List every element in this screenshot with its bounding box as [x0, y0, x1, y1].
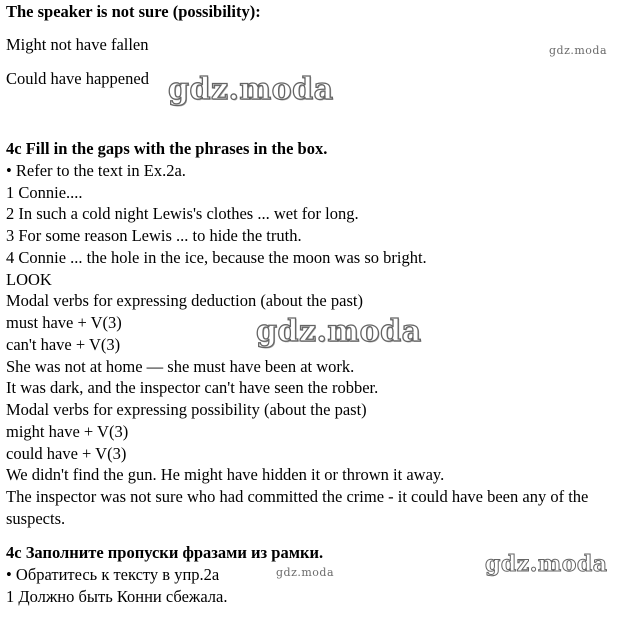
exercise-instruction: • Refer to the text in Ex.2a. — [6, 161, 186, 180]
exercise-ru-item: 1 Должно быть Конни сбежала. — [6, 587, 228, 606]
section-heading-possibility: The speaker is not sure (possibility): — [6, 2, 261, 21]
watermark-logo: gdz.moda — [256, 314, 422, 349]
possibility-example: The inspector was not sure who had committed the crime - it could have been any of the suspects. — [6, 487, 589, 528]
watermark-logo: gdz.moda — [485, 551, 608, 577]
deduction-example: She was not at home — she must have been at work. — [6, 357, 355, 376]
deduction-heading: Modal verbs for expressing deduction (about the past) — [6, 291, 363, 310]
exercise-item: 3 For some reason Lewis ... to hide the truth. — [6, 226, 302, 245]
watermark-logo: gdz.moda — [168, 72, 334, 107]
example-line: Could have happened — [6, 69, 149, 88]
deduction-form: must have + V(3) — [6, 313, 122, 332]
watermark-logo: gdz.moda — [549, 44, 608, 57]
exercise-item: 2 In such a cold night Lewis's clothes ... wet for long. — [6, 204, 359, 223]
possibility-example: We didn't find the gun. He might have hidden it or thrown it away. — [6, 465, 445, 484]
possibility-heading: Modal verbs for expressing possibility (about the past) — [6, 400, 367, 419]
exercise-ru-instruction: • Обратитесь к тексту в упр.2а — [6, 565, 220, 584]
possibility-form: might have + V(3) — [6, 422, 129, 441]
exercise-item: 1 Connie.... — [6, 183, 83, 202]
deduction-form: can't have + V(3) — [6, 335, 121, 354]
exercise-4c-ru-heading: 4c Заполните пропуски фразами из рамки. — [6, 543, 324, 562]
possibility-form: could have + V(3) — [6, 444, 127, 463]
watermark-logo: gdz.moda — [276, 566, 335, 579]
exercise-4c-heading: 4c Fill in the gaps with the phrases in the box. — [6, 139, 328, 158]
exercise-item: 4 Connie ... the hole in the ice, because the moon was so bright. — [6, 248, 427, 267]
look-title: LOOK — [6, 270, 52, 289]
example-line: Might not have fallen — [6, 35, 149, 54]
deduction-example: It was dark, and the inspector can't have seen the robber. — [6, 378, 379, 397]
